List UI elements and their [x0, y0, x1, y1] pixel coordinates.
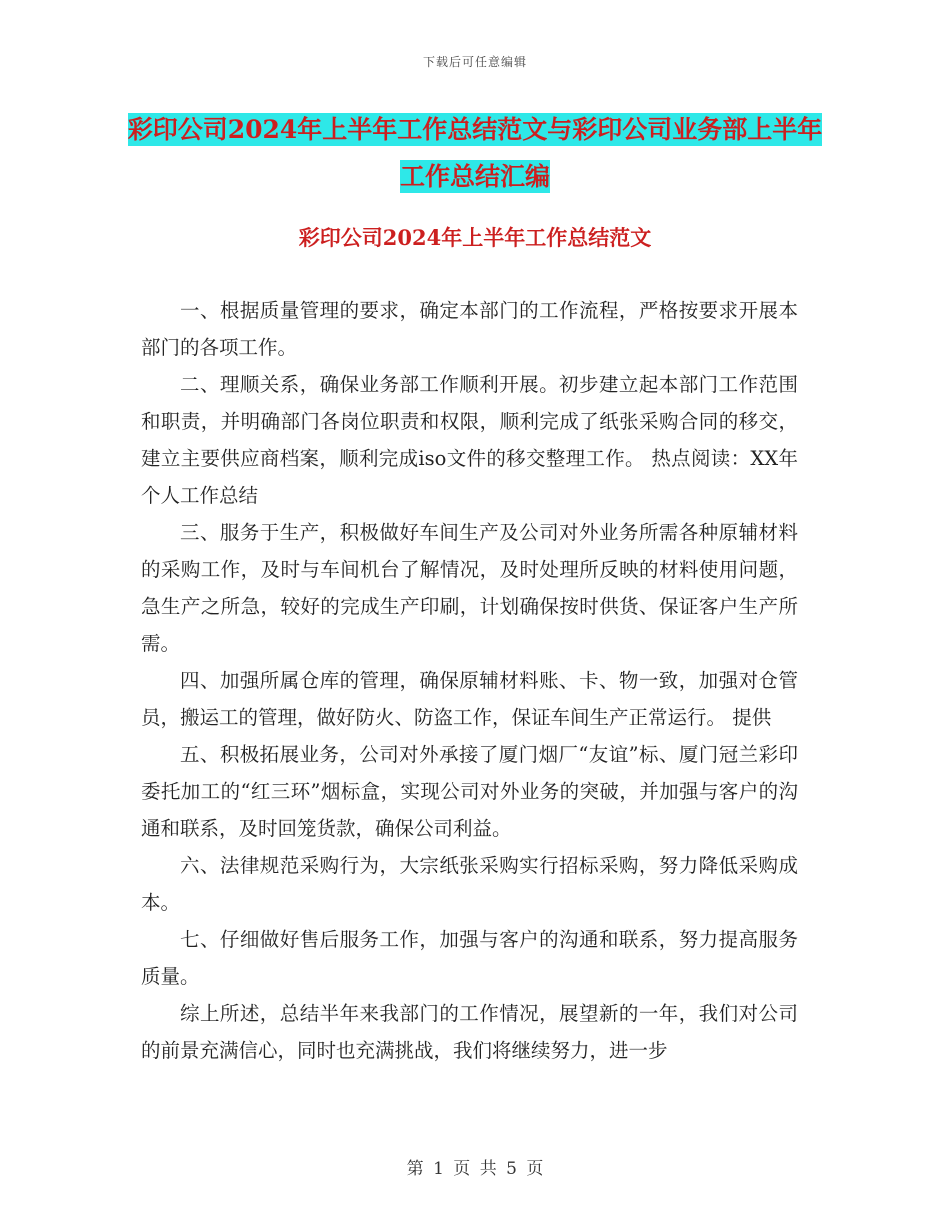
- paragraph: 七、仔细做好售后服务工作，加强与客户的沟通和联系，努力提高服务质量。: [141, 928, 798, 988]
- document-title-text: 彩印公司2024年上半年工作总结范文与彩印公司业务部上半年工作总结汇编: [127, 115, 823, 191]
- paragraph: 三、服务于生产，积极做好车间生产及公司对外业务所需各种原辅材料的采购工作，及时与车间机台了解情况，及时处理所反映的材料使用问题，急生产之所急，较好的完成生产印刷，计划确保按时供货、保证客户生产所需。: [141, 521, 798, 655]
- document-body: [141, 292, 798, 1069]
- paragraph: 四、加强所属仓库的管理，确保原辅材料账、卡、物一致，加强对仓管员，搬运工的管理，做好防火、防盗工作，保证车间生产正常运行。 提供: [141, 669, 798, 729]
- paragraph: 一、根据质量管理的要求，确定本部门的工作流程，严格按要求开展本部门的各项工作。: [141, 299, 798, 359]
- paragraph: 综上所述，总结半年来我部门的工作情况，展望新的一年，我们对公司的前景充满信心，同时也充满挑战，我们将继续努力，进一步: [141, 1002, 798, 1062]
- page-number: 第 1 页 共 5 页: [406, 1159, 544, 1179]
- paragraph: 二、理顺关系，确保业务部工作顺利开展。初步建立起本部门工作范围和职责，并明确部门各岗位职责和权限，顺利完成了纸张采购合同的移交，建立主要供应商档案，顺利完成iso文件的移交整理工作。 热点阅读：XX年个人工作总结: [141, 373, 798, 507]
- paragraph: 六、法律规范采购行为，大宗纸张采购实行招标采购，努力降低采购成本。: [141, 854, 798, 914]
- page-header: 下载后可任意编辑: [422, 55, 527, 69]
- paragraph: 五、积极拓展业务，公司对外承接了厦门烟厂“友谊”标、厦门冠兰彩印委托加工的“红三环”烟标盒，实现公司对外业务的突破，并加强与客户的沟通和联系，及时回笼货款，确保公司利益。: [141, 743, 798, 840]
- document-title: [120, 106, 830, 200]
- section-title: 彩印公司2024年上半年工作总结范文: [298, 225, 652, 250]
